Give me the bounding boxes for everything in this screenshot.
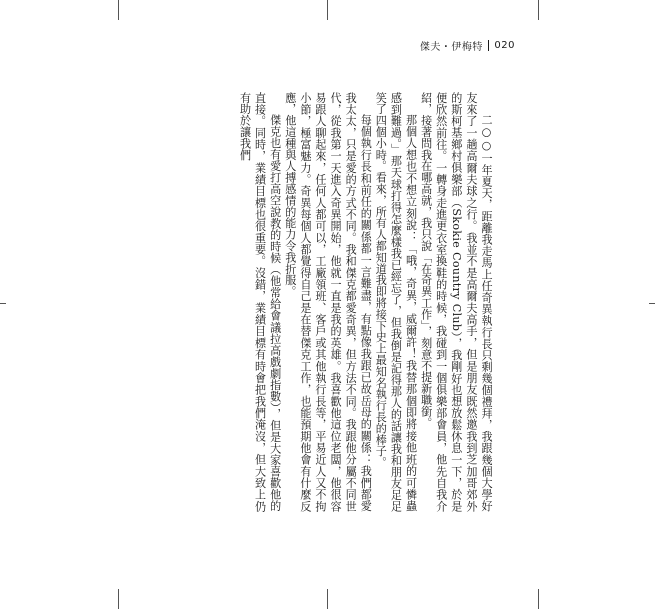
header-title: 傑夫・伊梅特	[419, 42, 483, 53]
crop-mark-bottom-left	[118, 589, 119, 609]
crop-mark-bottom-center	[327, 589, 328, 609]
crop-mark-top-center	[327, 0, 328, 20]
paragraph-4: 傑克也有愛打高空說教的時候（他常給會議拉高戲劇指數），但是大家喜歡他的直接。同時，業績目標也很重要。沒錯，業績目標有時會把我們淹沒，但大致上仍有助於讓我們	[238, 92, 282, 512]
crop-mark-left-middle	[0, 303, 6, 304]
crop-mark-right-middle	[649, 303, 655, 304]
paragraph-3: 每個執行長和前任的關係都一言難盡，有點像我跟已故岳母的關係：我們都愛我太太，只是愛的方式不同。我和傑克都愛奇異，但方法不同。我跟他分屬不同世代，從我第一天進入奇異開始，他就一直是我的英雄。我喜歡他這位老闆，他很容易跟人聊起來，任何人都可以，工廠領班、客戶或其他執行長等，平易近人又不拘小節，極富魅力。奇異每個人都覺得自己是在替傑克工作，也能預期他會有什麼反應，他這種與人搏感情的能力令我折服。	[283, 92, 373, 512]
body-text	[172, 92, 494, 512]
paragraph-1: 二○○一年夏天，距離我走馬上任奇異執行長只剩幾個禮拜，我跟幾個大學好友來了一趟高爾夫球之行。我並不是高爾夫高手，但是朋友既然邀我到芝加哥郊外的斯柯基鄉村俱樂部（Skokie Country Club），我剛好也想放鬆休息一下，於是便欣然前往。一轉身走進更衣室換鞋的時候，我碰到一個俱樂部會員，他先自我介紹，接著問我在哪高就，我只說「在奇異工作」，刻意不提新職銜。	[419, 92, 493, 512]
crop-mark-bottom-right	[538, 589, 539, 609]
header-separator	[488, 40, 490, 51]
paragraph-2: 那個人想也不想立刻說：「哦，奇異，威爾許！我替那個即將接他班的可憐蟲感到難過。」那天球打得怎麼樣我已經忘了，但我倒是記得那人的話讓我和朋友足足笑了四個小時。看來，所有人都知道我即將接下史上最知名執行長的棒子。	[374, 92, 418, 512]
page-number: 020	[494, 40, 515, 51]
crop-mark-top-left	[118, 0, 119, 20]
crop-mark-top-right	[538, 0, 539, 20]
running-header	[420, 38, 515, 53]
